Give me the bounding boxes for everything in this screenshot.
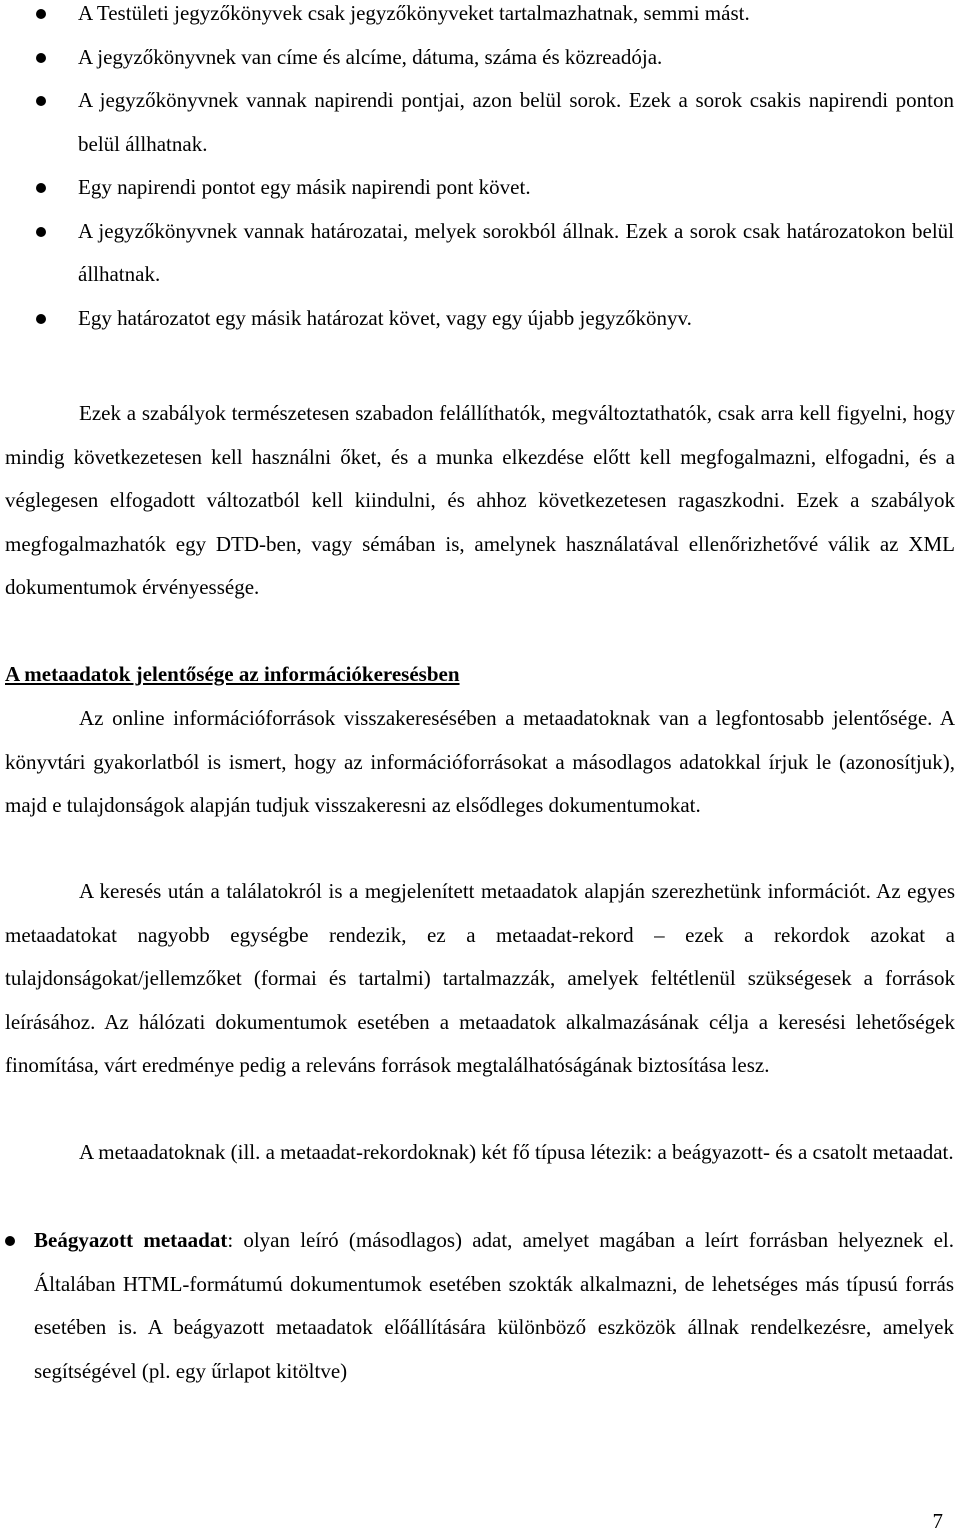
bullet-icon	[36, 96, 46, 106]
bullet-icon	[36, 227, 46, 237]
list-item-text: A Testületi jegyzőkönyvek csak jegyzőkönyveket tartalmazhatnak, semmi mást.	[78, 1, 750, 25]
list-item	[0, 297, 960, 341]
list-item	[0, 36, 960, 80]
list-item	[0, 0, 960, 36]
metadata-types-paragraph: A metaadatoknak (ill. a metaadat-rekordoknak) két fő típusa létezik: a beágyazott- és a csatolt metaadat.	[79, 1140, 954, 1164]
list-item	[0, 1219, 960, 1393]
bullet-icon	[36, 183, 46, 193]
rules-bullet-list	[0, 0, 960, 340]
section-heading: A metaadatok jelentősége az információkeresésben	[5, 662, 460, 686]
bullet-icon	[36, 9, 46, 19]
metadata-types-list	[0, 1219, 960, 1393]
list-item	[0, 210, 960, 297]
list-item-text: A jegyzőkönyvnek vannak határozatai, melyek sorokból állnak. Ezek a sorok csak határozatokon belül állhatnak.	[78, 218, 954, 286]
list-item-text: A jegyzőkönyvnek van címe és alcíme, dátuma, száma és közreadója.	[78, 44, 663, 69]
embedded-metadata-description: : olyan leíró (másodlagos) adat, amelyet magában a leírt forrásban helyeznek el. Általában HTML-formátumú dokumentumok esetében szokták alkalmazni, de lehetséges más típusú forrás esetében is. A beágyazott metaadatok előállítására különböző eszközök állnak rendelkezésre, amelyek segítségével (pl. egy űrlapot kitöltve)	[34, 1228, 954, 1383]
page-number: 7	[932, 1509, 943, 1533]
bullet-icon	[36, 53, 46, 63]
embedded-metadata-term: Beágyazott metaadat	[34, 1228, 228, 1252]
bullet-icon	[5, 1236, 15, 1246]
list-item-text: Egy határozatot egy másik határozat követ, vagy egy újabb jegyzőkönyv.	[78, 305, 692, 330]
list-item-text: A jegyzőkönyvnek vannak napirendi pontjai, azon belül sorok. Ezek a sorok csakis napirendi ponton belül állhatnak.	[78, 88, 954, 156]
list-item	[0, 166, 960, 210]
bullet-icon	[36, 314, 46, 324]
list-item	[0, 79, 960, 166]
search-results-paragraph: A keresés után a találatokról is a megjelenített metaadatok alapján szerezhetünk információt. Az egyes metaadatokat nagyobb egységbe rendezik, ez a metaadat-rekord – ezek a rekordok azokat a tulajdonságokat/jellemzőket (formai és tartalmi) tartalmazzák, amelyek feltétlenül szükségesek a források leírásához. Az hálózati dokumentumok esetében a metaadatok alkalmazásának célja a keresési lehetőségek finomítása, várt eredménye pedig a releváns források megtalálhatóságának biztosítása lesz.	[5, 879, 955, 1077]
list-item-text: Egy napirendi pontot egy másik napirendi pont követ.	[78, 175, 531, 199]
online-sources-paragraph: Az online információforrások visszakeresésében a metaadatoknak van a legfontosabb jelentősége. A könyvtári gyakorlatból is ismert, hogy az információforrásokat a másodlagos adatokkal írjuk le (azonosítjuk), majd e tulajdonságok alapján tudjuk visszakeresni az elsődleges dokumentumokat.	[5, 706, 955, 817]
rules-paragraph: Ezek a szabályok természetesen szabadon felállíthatók, megváltoztathatók, csak arra kell figyelni, hogy mindig következetesen kell használni őket, és a munka elkezdése előtt kell megfogalmazni, elfogadni, és a véglegesen elfogadott változatból kell kiindulni, és ahhoz következetesen ragaszkodni. Ezek a szabályok megfogalmazhatók egy DTD-ben, vagy sémában is, amelynek használatával ellenőrizhetővé válik az XML dokumentumok érvényessége.	[5, 401, 955, 599]
